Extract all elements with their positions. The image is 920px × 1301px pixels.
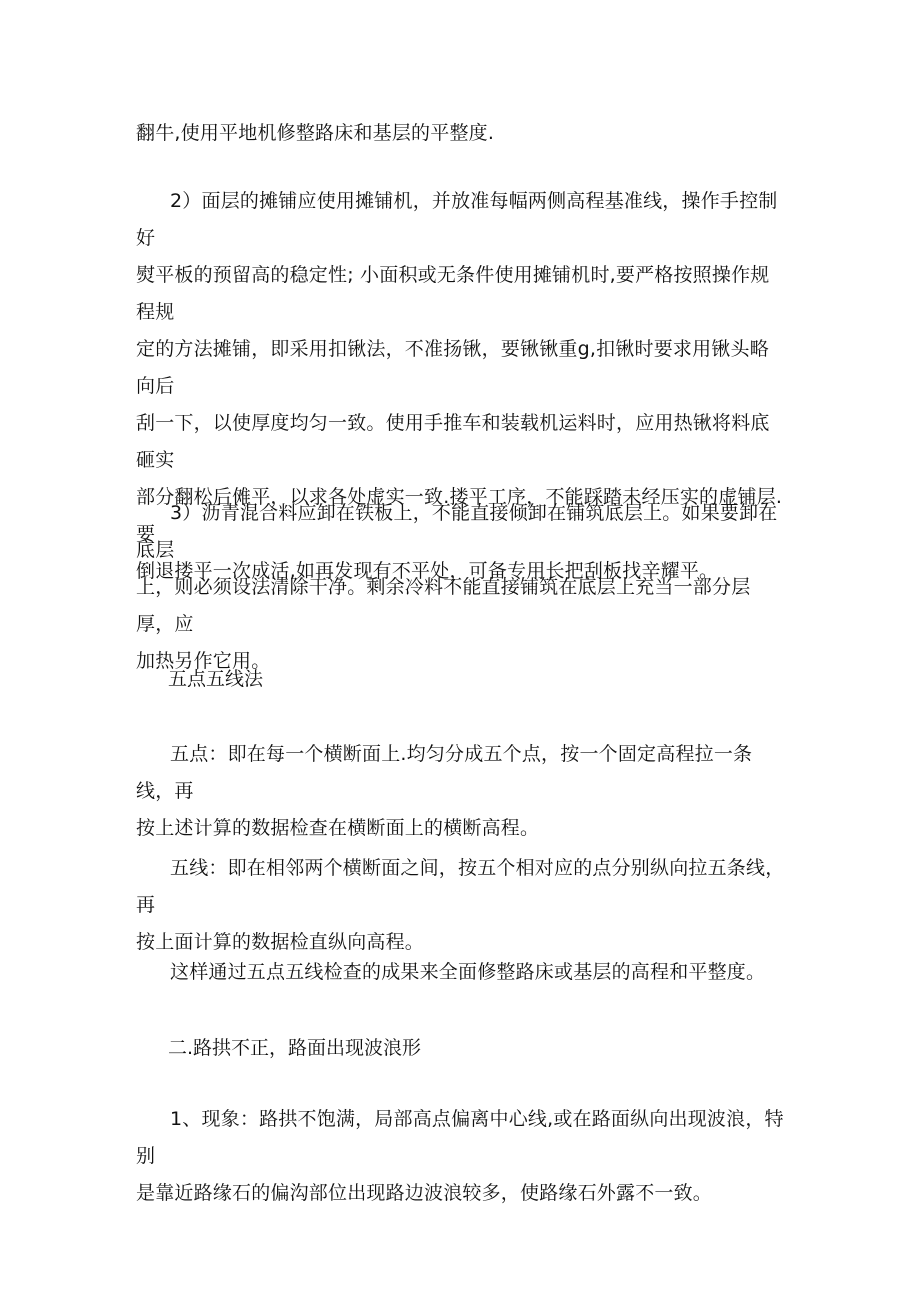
paragraph-continuation: 翻牛,使用平地机修整路床和基层的平整度. [136,122,495,144]
section-heading-five-point-five-line: 五点五线法 [168,668,264,690]
paragraph-phenomenon: 1、现象：路拱不饱满，局部高点偏离中心线,或在路面纵向出现波浪，特别 是靠近路缘石的偏沟部位出现路边波浪较多，使路缘石外露不一致。 [136,1108,784,1204]
paragraph-item-3: 3）沥青混合料应卸在铁板上，不能直接倾卸在铺筑底层上。如果要卸在底层 上，则必须设法清除干净。剩余冷料不能直接铺筑在底层上充当一部分层厚，应 加热另作它用。 [136,502,778,672]
section-heading-road-arch: 二.路拱不正，路面出现波浪形 [168,1037,422,1059]
paragraph-five-points: 五点：即在每一个横断面上.均匀分成五个点，按一个固定高程拉一条线，再 按上述计算的数据检查在横断面上的横断高程。 [136,743,753,839]
paragraph-summary: 这样通过五点五线检查的成果来全面修整路床或基层的高程和平整度。 [170,961,766,983]
paragraph-item-2: 2）面层的摊铺应使用摊铺机，并放准每幅两侧高程基准线，操作手控制好 熨平板的预留高的稳定性; 小面积或无条件使用摊铺机时,要严格按照操作规程规 定的方法摊铺，即采用扣锹法，不准扬锹，要锹锹重g,扣锹时要求用锹头略向后 刮一下，以使厚度均匀一致。使用手推车和装载机运料时，应用热锹将料底砸实 部分翻松后傩平，以求各处虚实一致.搂平工序，不能踩踏未经压实的虚铺层.要 倒退搂平一次成活,如再发现有不平处，可备专用长把刮板找辛耀平。 [136,190,783,582]
paragraph-five-lines: 五线：即在相邻两个横断面之间，按五个相对应的点分别纵向拉五条线，再 按上面计算的数据检直纵向高程。 [136,857,785,953]
